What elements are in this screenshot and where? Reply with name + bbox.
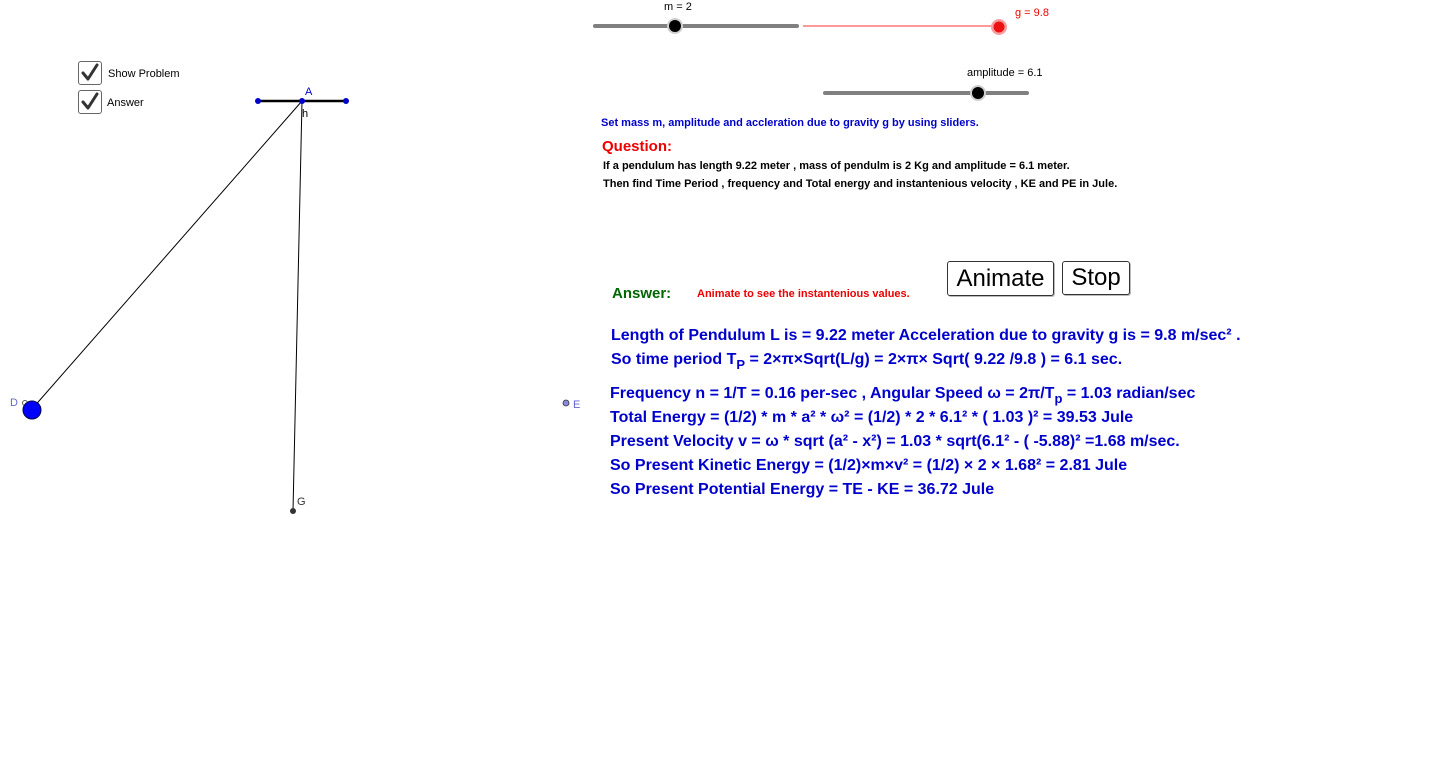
stop-button[interactable]: Stop [1062,261,1130,295]
animate-button[interactable]: Animate [947,261,1054,296]
answer-line-velocity: Present Velocity v = ω * sqrt (a² - x²) = 1.03 * sqrt(6.1² - ( -5.88)² =1.68 m/sec. [610,433,1180,450]
question-line-2: Then find Time Period , frequency and Total energy and instantenious velocity , KE and PE in Jule. [603,178,1118,190]
time-period-subscript: P [736,357,746,372]
answer-checkbox-label: Answer [107,97,144,109]
question-title: Question: [602,138,672,155]
support-left-point[interactable] [255,98,261,104]
answer-line-time-period [611,351,1123,372]
frequency-suffix: = 1.03 radian/sec [1062,385,1196,402]
point-d-label: D [10,397,18,409]
show-problem-checkbox[interactable] [78,61,102,85]
point-h-label: h [302,108,309,120]
answer-line-potential-energy: So Present Potential Energy = TE - KE = 36.72 Jule [610,481,995,498]
answer-line-length: Length of Pendulum L is = 9.22 meter Acceleration due to gravity g is = 9.8 m/sec² . [611,327,1241,344]
animate-hint: Animate to see the instantenious values. [697,288,910,300]
point-e[interactable] [563,400,569,406]
instruction-text: Set mass m, amplitude and accleration due to gravity g by using sliders. [601,117,979,129]
point-g[interactable] [290,508,296,514]
answer-line-kinetic-energy: So Present Kinetic Energy = (1/2)×m×v² = (1/2) × 2 × 1.68² = 2.81 Jule [610,457,1128,474]
checkmark-icon [80,92,100,112]
amplitude-slider[interactable] [825,85,1027,101]
frequency-subscript: p [1054,391,1063,406]
time-period-formula: = 2×π×Sqrt(L/g) = 2×π× Sqrt( 9.22 /9.8 ) = 6.1 sec. [745,351,1123,368]
answer-line-total-energy: Total Energy = (1/2) * m * a² * ω² = (1/2) * 2 * 6.1² * ( 1.03 )² = 39.53 Jule [610,409,1134,426]
show-problem-label: Show Problem [108,68,180,80]
mass-slider-knob[interactable] [669,20,681,32]
time-period-prefix: So time period T [611,351,737,368]
frequency-prefix: Frequency n = 1/T = 0.16 per-sec , Angular Speed ω = 2π/T [610,385,1055,402]
point-g-label: G [297,496,306,508]
pendulum-bob[interactable] [23,401,41,419]
pendulum-string [32,101,302,409]
point-a-label: A [305,86,313,98]
mass-slider-label: m = 2 [664,1,692,13]
amplitude-slider-label: amplitude = 6.1 [967,67,1043,79]
answer-checkbox[interactable] [78,90,102,114]
checkmark-icon [80,63,100,83]
support-right-point[interactable] [343,98,349,104]
point-e-label: E [573,399,581,411]
mass-slider[interactable] [595,18,797,34]
amplitude-slider-knob[interactable] [972,87,984,99]
answer-line-frequency [610,385,1196,406]
question-line-1: If a pendulum has length 9.22 meter , mass of pendulm is 2 Kg and amplitude = 6.1 meter. [603,160,1070,172]
gravity-slider-label: g = 9.8 [1015,7,1049,19]
gravity-slider[interactable] [803,19,1007,35]
point-a[interactable] [299,98,305,104]
vertical-line [293,101,302,511]
answer-title: Answer: [612,285,672,302]
gravity-slider-knob[interactable] [994,22,1005,33]
